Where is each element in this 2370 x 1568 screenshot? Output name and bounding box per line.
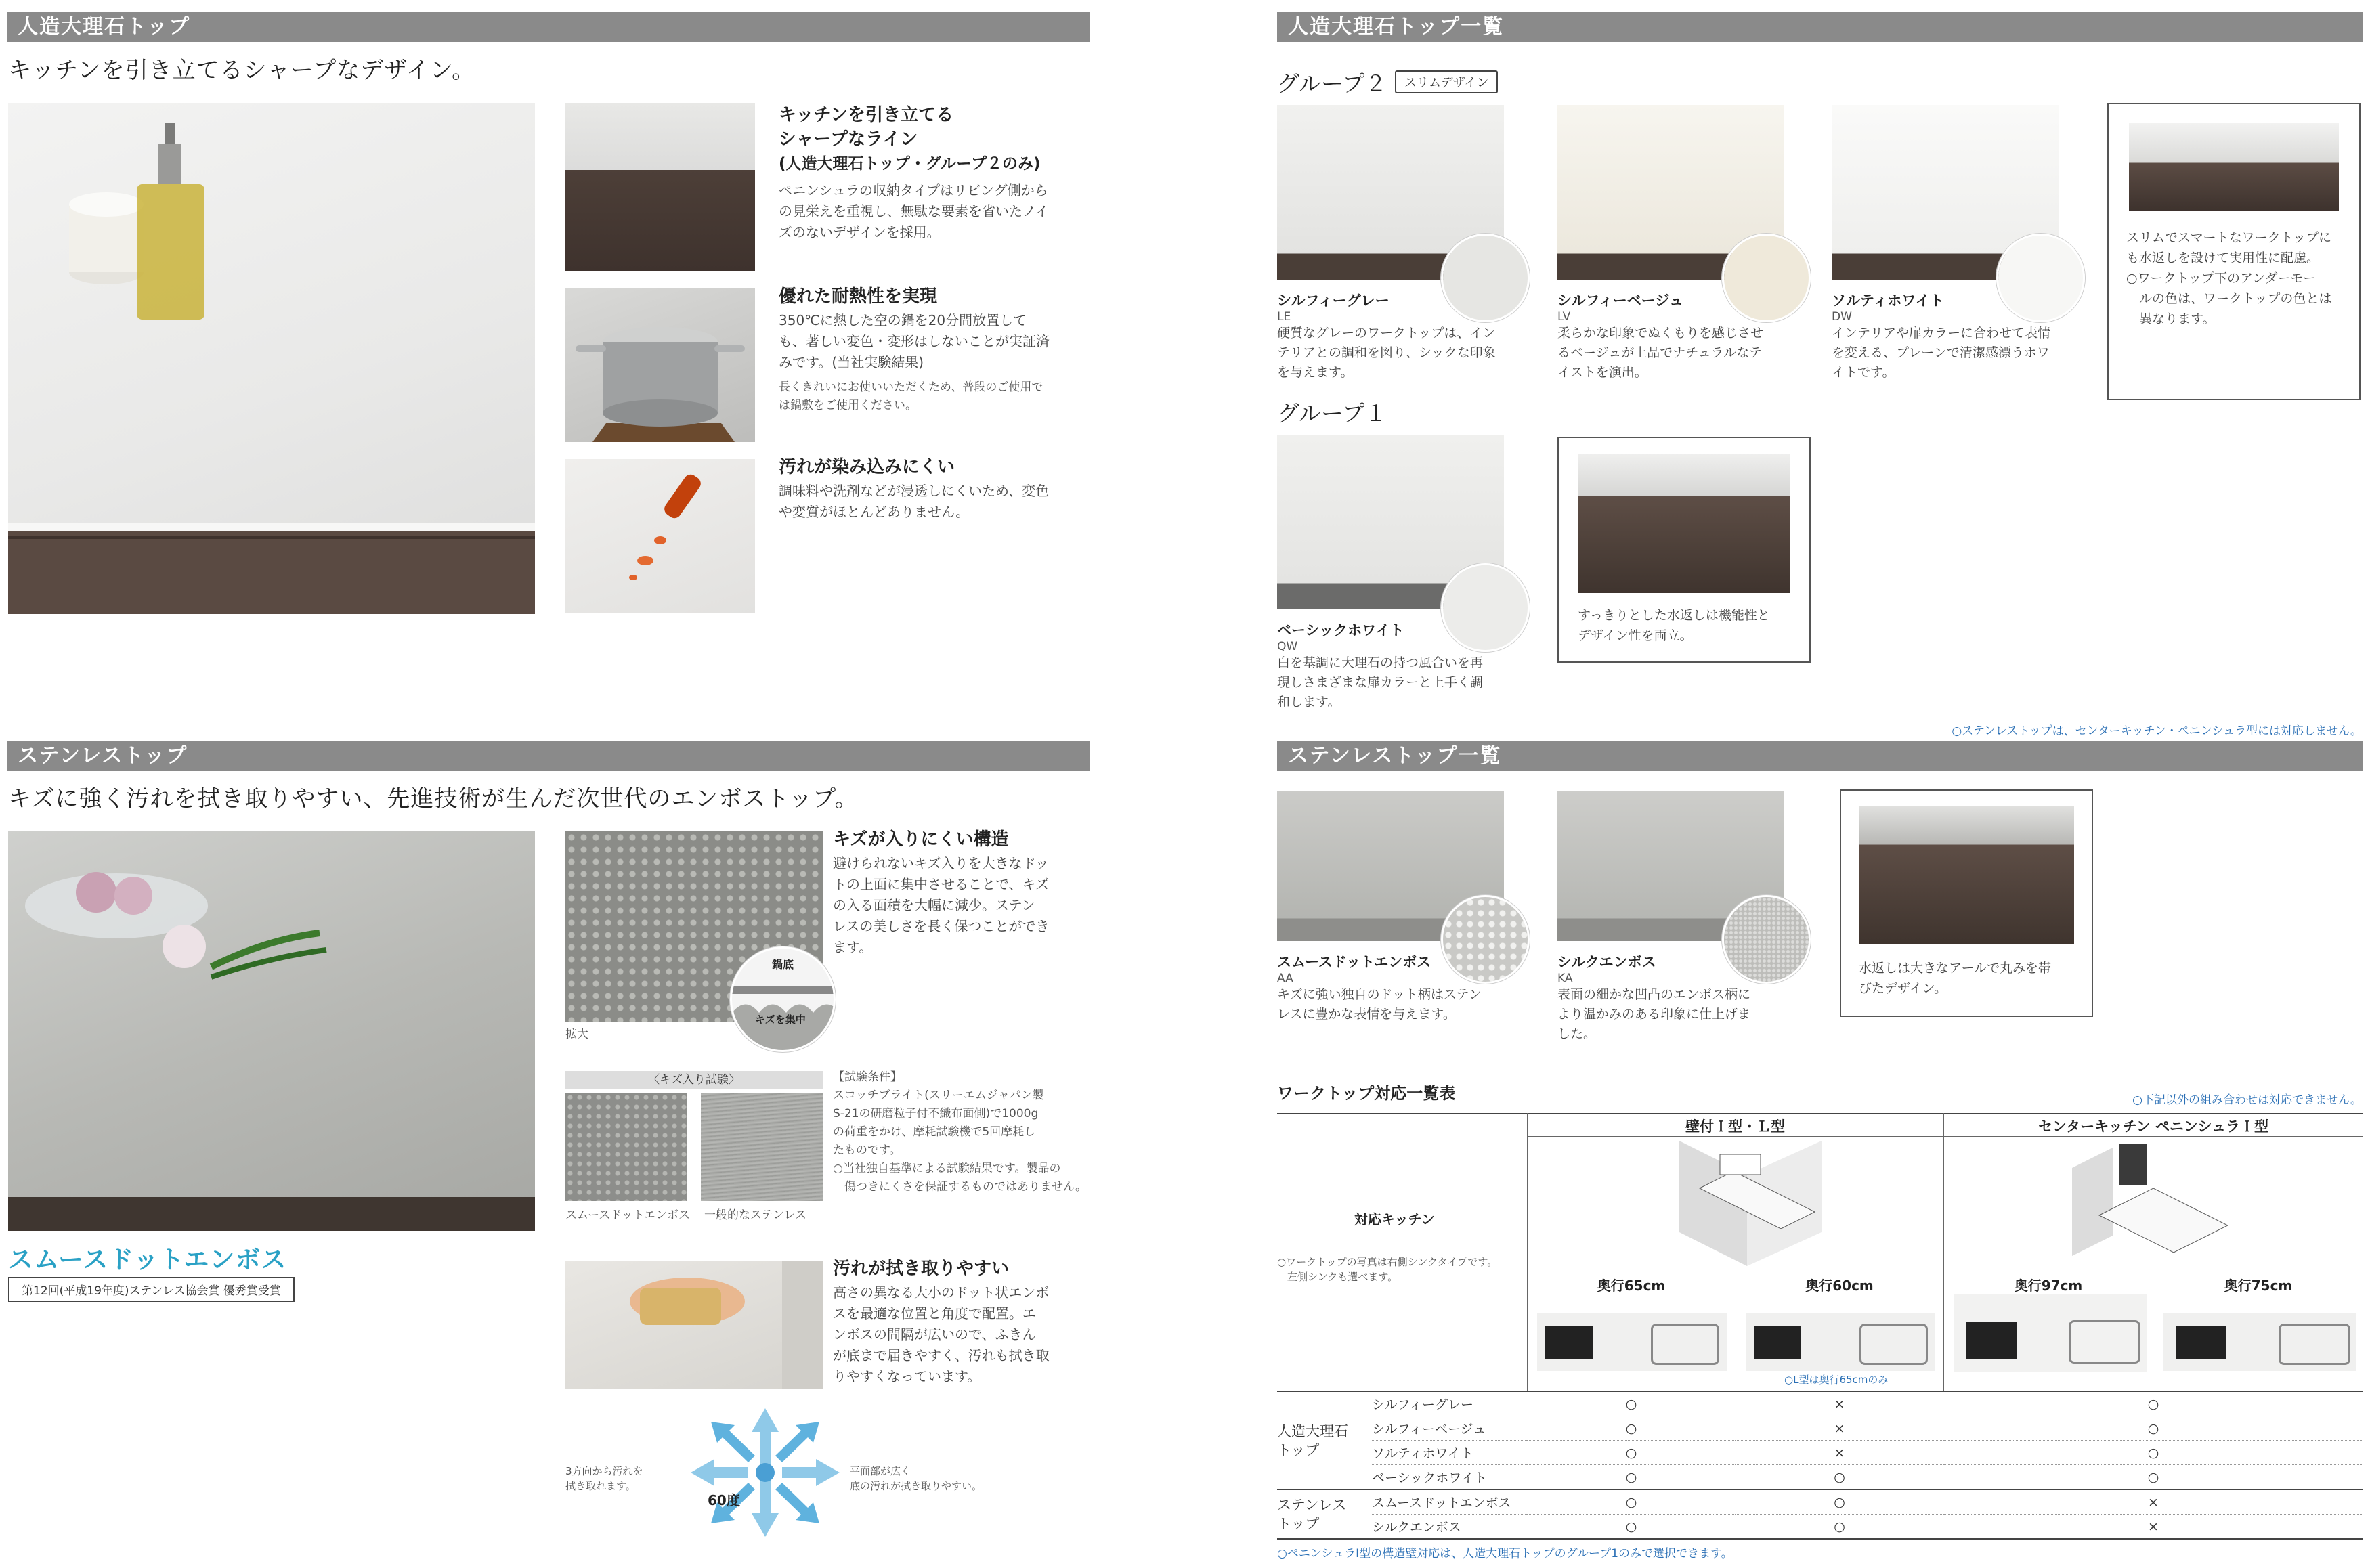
marble-lead: キッチンを引き立てるシャープなデザイン。 [8,57,476,84]
feature-title: 汚れが染み込みにくい [779,457,955,477]
feature-body-line: の入る面積を大幅に減少。ステン [833,897,1035,913]
steel-section-title: ステンレストップ [18,744,188,768]
group1-box-text [1578,605,1790,646]
cooktop-icon [1754,1326,1801,1359]
row-note-line: ○ワークトップの写真は右側シンクタイプです。 [1277,1256,1498,1268]
feature-body-line: も、著しい変色・変形はしないことが実証済 [779,333,1050,349]
cell-wall65: ○ [1527,1392,1736,1416]
feature-note-line: は鍋敷をご使用ください。 [779,399,917,412]
feature-title-line-2: シャープなライン [779,129,918,150]
feature-sharp-line-photo [565,103,755,271]
scratch-test-label-plain: 一般的なステンレス [704,1208,806,1222]
condition-line: ○当社独自基準による試験結果です。製品の [833,1162,1061,1175]
marble-photo-illustration [8,103,535,614]
steel-desc-line: キズに強い独自のドット柄はステン [1277,987,1482,1002]
caption-line: 平面部が広く [850,1465,911,1477]
color-desc-line: を変える、プレーンで清潔感漂うホワ [1832,345,2050,360]
box-line: ○ワークトップ下のアンダーモー [2126,271,2316,286]
box-line: 異なります。 [2126,311,2216,326]
feature-body-line: ンボスの間隔が広いので、ふきん [833,1326,1036,1343]
cell-wall65: ○ [1527,1489,1736,1515]
diagram-right-caption [850,1464,982,1494]
col-head-wall: 壁付Ｉ型・Ｌ型 [1685,1118,1785,1135]
table-row [1277,1392,2363,1416]
table-row [1277,1416,2363,1441]
box-line: デザイン性を両立。 [1578,628,1693,643]
wall-kitchen-illustration [1666,1141,1822,1266]
row-name: シルフィーグレー [1372,1392,1527,1416]
box-line: びたデザイン。 [1859,981,1947,996]
feature-body-line: ペニンシュラの収納タイプはリビング側から [779,182,1048,198]
arrows-illustration [684,1401,846,1544]
zoom-label: 拡大 [565,1028,588,1041]
feature-note-line: 長くきれいにお使いいただくため、普段のご使用で [779,380,1043,394]
wipe-photo [565,1261,823,1389]
row-name: ベーシックホワイト [1372,1465,1527,1490]
feature-body-line: 調味料や洗剤などが浸透しにくいため、変色 [779,483,1050,499]
box-line: ルの色は、ワークトップの色とは [2126,291,2332,306]
color-desc-line: 和します。 [1277,695,1341,710]
steel-section-bar [7,741,1090,771]
steel-silk [1557,951,1788,1044]
condition-line: スコッチブライト(スリーエムジャパン製 [833,1089,1044,1102]
feature-title: 優れた耐熱性を実現 [779,286,938,307]
cell-wall65: ○ [1527,1465,1736,1490]
caption-line: 拭き取れます。 [565,1480,636,1492]
feature-title-line-1: キッチンを引き立てる [779,105,954,125]
scratch-test-header: 〈キズ入り試験〉 [565,1071,823,1089]
color-silphy-beige [1557,290,1788,383]
table-title: ワークトップ対応一覧表 [1277,1084,1456,1103]
cell-center: ○ [1943,1392,2363,1416]
award-badge: 第12回(平成19年度)ステンレス協会賞 優秀賞受賞 [8,1277,295,1302]
col-head-center: センターキッチン ペニンシュラＩ型 [2038,1118,2269,1135]
color-desc-line: 白を基調に大理石の持つ風合いを再 [1277,655,1484,670]
group-label-line: トップ [1277,1515,1320,1532]
table-row [1277,1515,2363,1540]
smooth-dot-emboss-logo: スムースドットエンボス [8,1245,287,1274]
color-basic-white [1277,619,1507,712]
feature-body-line: 避けられないキズ入りを大きなドッ [833,855,1049,871]
table-divider-v2 [1943,1113,1944,1391]
sink-icon [2279,1324,2350,1365]
center-kitchen-illustration [2072,1141,2228,1266]
scratch-test-photo-plain [701,1093,823,1201]
sink-icon [2069,1320,2140,1364]
marble-main-photo [8,103,535,614]
steel-detail-photo [1859,806,2074,944]
wipe-illustration [565,1261,823,1389]
sink-icon [1651,1324,1719,1365]
color-silphy-gray [1277,290,1507,383]
color-desc-line: イトです。 [1832,365,1895,380]
wipe-direction-diagram [684,1401,846,1544]
feature-body-line: 350℃に熱した空の鍋を20分間放置して [779,312,1027,328]
feature-body-line: や変質がほとんどありません。 [779,504,970,520]
group-label-line: ステンレス [1277,1496,1347,1513]
cell-wall65: ○ [1527,1515,1736,1540]
group-label-line: トップ [1277,1441,1320,1458]
steel-name: スムースドットエンボス [1277,954,1431,970]
slim-design-info-box [2107,103,2361,400]
cooktop-icon [2176,1326,2226,1359]
box-line: すっきりとした水返しは機能性と [1578,608,1770,623]
row-name: シルフィーベージュ [1372,1416,1527,1441]
color-code: LV [1557,310,1571,324]
color-name: シルフィーグレー [1277,292,1389,309]
feature-sharp-line [779,103,1083,243]
group-label-marble [1277,1392,1372,1489]
wall-kitchen-svg [1666,1141,1822,1266]
cell-wall60: ○ [1736,1515,1943,1540]
cell-center: ○ [1943,1441,2363,1465]
table-top-note: ○下記以外の組み合わせは対応できません。 [2132,1093,2362,1107]
steel-box-text [1859,958,2074,999]
cell-wall60: × [1736,1416,1943,1441]
group-label-line: 人造大理石 [1277,1422,1348,1439]
feature-body-line: の見栄えを重視し、無駄な要素を省いたノイ [779,203,1049,219]
caption-line: 3方向から汚れを [565,1465,643,1477]
steel-photo-illustration [8,831,535,1231]
group1-detail-photo [1578,454,1790,593]
color-code: QW [1277,640,1298,653]
steel-desc-line: より温かみのある印象に仕上げま [1557,1007,1751,1022]
zoom-callout-scratch: キズを集中 [755,1014,806,1026]
compat-table [1277,1392,2363,1540]
cell-center: × [1943,1515,2363,1540]
table-row [1277,1465,2363,1490]
caption-line: 底の汚れが拭き取りやすい。 [850,1480,983,1492]
counter-thumb-65 [1537,1313,1727,1371]
color-name: ソルティホワイト [1832,292,1944,309]
cell-wall60: × [1736,1441,1943,1465]
condition-line: 傷つきにくさを保証するものではありません。 [833,1180,1087,1194]
color-desc-line: 柔らかな印象でぬくもりを感じさせ [1557,326,1764,341]
marble-section-title: 人造大理石トップ [18,15,191,39]
compat-grid [1277,1392,2363,1540]
steel-lead: キズに強く汚れを拭き取りやすい、先進技術が生んだ次世代のエンボストップ。 [8,785,859,812]
depth-label: 奥行75cm [2224,1278,2293,1294]
cooktop-icon [1966,1322,2017,1359]
pot-illustration [565,288,755,442]
scratch-test-conditions [833,1068,1090,1196]
cell-center: × [1943,1489,2363,1515]
feature-scratch-resist [833,827,1090,958]
row-head-note [1277,1255,1497,1284]
steel-smooth-dot [1277,951,1507,1024]
feature-body-line: 高さの異なる大小のドット状エンボ [833,1284,1050,1301]
slim-detail-photo [2129,123,2339,211]
feature-body-line: りやすくなっています。 [833,1368,981,1385]
color-desc-line: 現しさまざまな扉カラーと上手く調 [1277,675,1484,690]
cooktop-icon [1545,1326,1593,1359]
feature-title: キズが入りにくい構造 [833,829,1009,850]
group-label-steel [1277,1489,1372,1539]
color-desc-line: インテリアや扉カラーに合わせて表情 [1832,326,2051,341]
table-divider-v1 [1527,1113,1528,1391]
color-desc-line: 硬質なグレーのワークトップは、イン [1277,326,1496,341]
steel-name: シルクエンボス [1557,954,1656,970]
counter-thumb-75 [2163,1313,2356,1371]
row-name: シルクエンボス [1372,1515,1527,1540]
box-line: スリムでスマートなワークトップに [2126,230,2332,245]
table-bottom-note: ○ペニンシュラI型の構造壁対応は、人造大理石トップのグループ1のみで選択できます。 [1277,1547,1733,1561]
steel-info-box [1840,789,2093,1017]
color-name: シルフィーベージュ [1557,292,1683,309]
marble-list-bar [1277,12,2363,42]
group1-info-box [1557,437,1811,663]
counter-thumb-97 [1954,1294,2147,1372]
row-note-line: 左側シンクも選べます。 [1277,1271,1398,1283]
cell-wall60: ○ [1736,1465,1943,1490]
table-top-rule [1277,1113,2363,1114]
stain-illustration [565,459,755,613]
feature-body-line: みです。(当社実験結果) [779,354,924,370]
color-desc-line: テリアとの調和を図り、シックな印象 [1277,345,1496,360]
group1-title: グループ１ [1277,400,1387,427]
scratch-test-label-emboss: スムースドットエンボス [565,1208,690,1222]
depth-label: 奥行60cm [1805,1278,1874,1294]
color-desc-line: を与えます。 [1277,365,1354,380]
cell-wall60: × [1736,1392,1943,1416]
angle-label: 60度 [708,1492,740,1508]
box-line: 水返しは大きなアールで丸みを帯 [1859,961,2052,976]
steel-code: KA [1557,972,1573,985]
feature-heat [779,284,1083,415]
row-head-kitchen: 対応キッチン [1354,1211,1435,1227]
feature-subtitle: (人造大理石トップ・グループ２のみ) [779,155,1041,173]
slim-design-badge: スリムデザイン [1395,70,1498,93]
condition-line: の荷重をかけ、摩耗試験機で5回摩耗し [833,1125,1036,1139]
steel-desc-line: レスに豊かな表情を与えます。 [1277,1007,1456,1022]
steel-list-title: ステンレストップ一覧 [1288,744,1502,768]
feature-heat-photo [565,288,755,442]
cell-wall65: ○ [1527,1441,1736,1465]
zoom-callout-pan: 鍋底 [772,958,794,971]
sink-icon [1859,1324,1928,1365]
feature-stain [779,455,1083,523]
color-code: LE [1277,310,1291,324]
cell-center: ○ [1943,1416,2363,1441]
steel-code: AA [1277,972,1293,985]
feature-stain-photo [565,459,755,613]
center-kitchen-svg [2072,1141,2228,1266]
color-code: DW [1832,310,1852,324]
feature-body-line: が底まで届きやすく、汚れも拭き取 [833,1347,1050,1364]
color-desc-line: るベージュが上品でナチュラルなテ [1557,345,1763,360]
cell-wall65: ○ [1527,1416,1736,1441]
feature-body-line: トの上面に集中させることで、キズ [833,876,1050,892]
table-header-rule [1527,1136,2363,1137]
color-salty-white [1832,290,2062,383]
feature-wipe [833,1257,1090,1387]
depth-label: 奥行65cm [1597,1278,1666,1294]
row-name: ソルティホワイト [1372,1441,1527,1465]
steel-desc-line: 表面の細かな凹凸のエンボス柄に [1557,987,1751,1002]
cell-wall60: ○ [1736,1489,1943,1515]
depth-label: 奥行97cm [2014,1278,2083,1294]
group2-title: グループ２ [1277,70,1387,97]
slim-box-text [2126,227,2342,329]
marble-section-bar [7,12,1090,42]
steel-list-bar [1277,741,2363,771]
steel-main-photo [8,831,535,1231]
row-name: スムースドットエンボス [1372,1489,1527,1515]
condition-line: S-21の研磨粒子付不織布面側)で1000g [833,1107,1039,1120]
feature-title: 汚れが拭き取りやすい [833,1259,1010,1279]
table-row [1277,1489,2363,1515]
condition-title: 【試験条件】 [833,1070,902,1084]
marble-list-title: 人造大理石トップ一覧 [1288,15,1505,39]
feature-body-line: スを最適な位置と角度で配置。エ [833,1305,1036,1322]
scratch-test-photo-emboss [565,1093,687,1201]
color-name: ベーシックホワイト [1277,622,1404,638]
depth-note: ○L型は奥行65cmのみ [1784,1374,1889,1386]
cell-center: ○ [1943,1465,2363,1490]
counter-thumb-60 [1746,1313,1935,1371]
condition-line: たものです。 [833,1144,901,1157]
feature-body-line: ます。 [833,939,873,955]
diagram-left-caption [565,1464,643,1494]
steel-desc-line: した。 [1557,1026,1597,1041]
steel-not-supported-note: ○ステンレストップは、センターキッチン・ペニンシュラ型には対応しません。 [1952,724,2362,738]
box-line: も水返しを設けて実用性に配慮。 [2126,251,2320,265]
color-desc-line: イストを演出。 [1557,365,1647,380]
feature-body-line: レスの美しさを長く保つことができ [833,918,1050,934]
feature-body-line: ズのないデザインを採用。 [779,224,941,240]
table-row [1277,1441,2363,1465]
